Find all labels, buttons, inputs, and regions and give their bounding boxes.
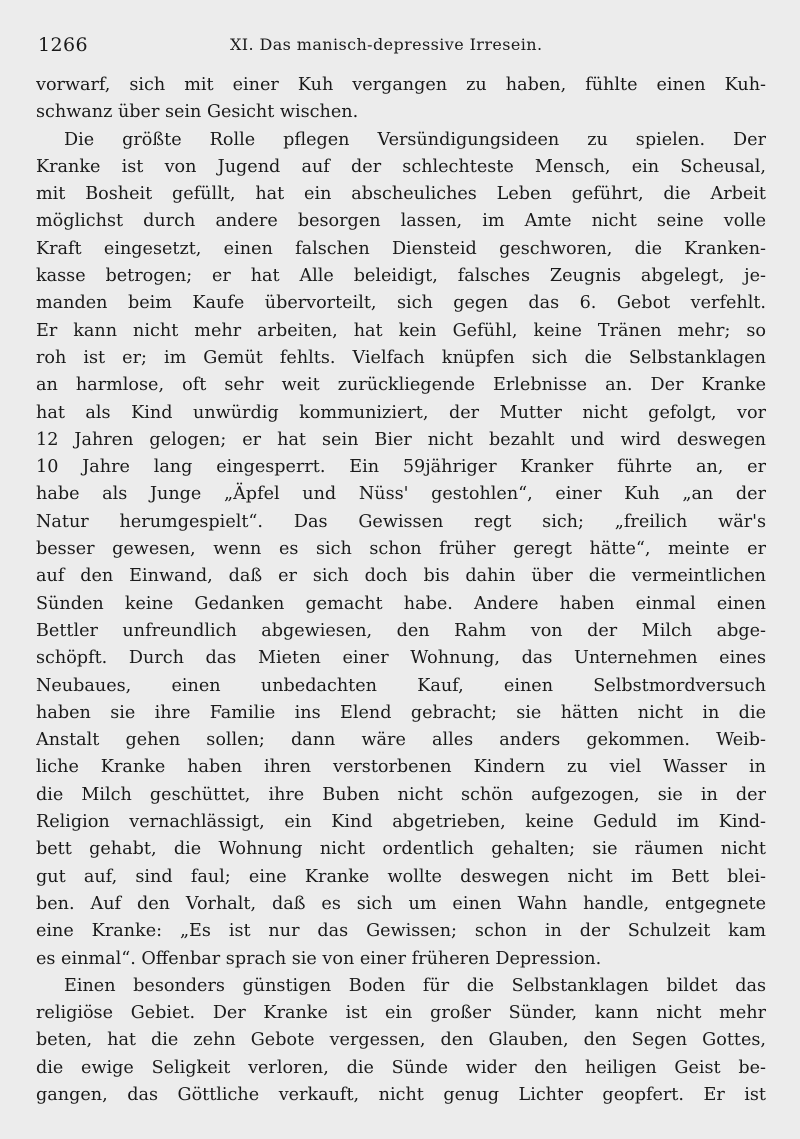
text-line: Kraft eingesetzt, einen falschen Diensteid geschworen, die Kranken- bbox=[36, 238, 766, 259]
text-line: ben. Auf den Vorhalt, daß es sich um einen Wahn handle, entgegnete bbox=[36, 893, 766, 914]
running-head bbox=[36, 34, 766, 62]
text-line: liche Kranke haben ihren verstorbenen Kindern zu viel Wasser in bbox=[36, 757, 766, 778]
text-line: Er kann nicht mehr arbeiten, hat kein Gefühl, keine Tränen mehr; so bbox=[36, 320, 766, 341]
text-line: gangen, das Göttliche verkauft, nicht genug Lichter geopfert. Er ist bbox=[36, 1084, 766, 1105]
text-line: Einen besonders günstigen Boden für die Selbstanklagen bildet das bbox=[64, 975, 766, 996]
text-line: roh ist er; im Gemüt fehlts. Vielfach knüpfen sich die Selbstanklagen bbox=[36, 347, 766, 368]
text-line: die ewige Seligkeit verloren, die Sünde wider den heiligen Geist be- bbox=[36, 1057, 766, 1078]
text-line: besser gewesen, wenn es sich schon früher geregt hätte“, meinte er bbox=[36, 539, 766, 560]
text-line: auf den Einwand, daß er sich doch bis dahin über die vermeintlichen bbox=[36, 566, 766, 587]
text-line: eine Kranke: „Es ist nur das Gewissen; schon in der Schulzeit kam bbox=[36, 921, 766, 942]
text-line: Anstalt gehen sollen; dann wäre alles anders gekommen. Weib- bbox=[36, 730, 766, 751]
text-line: möglichst durch andere besorgen lassen, im Amte nicht seine volle bbox=[36, 211, 766, 232]
text-line: Sünden keine Gedanken gemacht habe. Andere haben einmal einen bbox=[36, 593, 766, 614]
text-line: 12 Jahren gelogen; er hat sein Bier nicht bezahlt und wird deswegen bbox=[36, 429, 766, 450]
text-line: Kranke ist von Jugend auf der schlechteste Mensch, ein Scheusal, bbox=[36, 156, 766, 177]
text-line: gut auf, sind faul; eine Kranke wollte deswegen nicht im Bett blei- bbox=[36, 866, 766, 887]
text-line: kasse betrogen; er hat Alle beleidigt, falsches Zeugnis abgelegt, je- bbox=[36, 266, 766, 287]
text-line: Natur herumgespielt“. Das Gewissen regt sich; „freilich wär's bbox=[36, 511, 766, 532]
text-line: 10 Jahre lang eingesperrt. Ein 59jähriger Kranker führte an, er bbox=[36, 457, 766, 478]
page-number: 1266 bbox=[38, 34, 88, 56]
text-line: es einmal“. Offenbar sprach sie von einer früheren Depression. bbox=[36, 948, 602, 969]
text-line: religiöse Gebiet. Der Kranke ist ein großer Sünder, kann nicht mehr bbox=[36, 1003, 766, 1024]
text-line: Neubaues, einen unbedachten Kauf, einen Selbstmordversuch bbox=[36, 675, 766, 696]
text-line: vorwarf, sich mit einer Kuh vergangen zu haben, fühlte einen Kuh- bbox=[36, 75, 766, 95]
text-line: bett gehabt, die Wohnung nicht ordentlich gehalten; sie räumen nicht bbox=[36, 839, 766, 860]
chapter-title: XI. Das manisch-depressive Irresein. bbox=[230, 35, 543, 54]
text-line: habe als Junge „Äpfel und Nüss' gestohlen“, einer Kuh „an der bbox=[36, 484, 766, 505]
text-line: an harmlose, oft sehr weit zurückliegende Erlebnisse an. Der Kranke bbox=[36, 375, 766, 396]
text-line: haben sie ihre Familie ins Elend gebracht; sie hätten nicht in die bbox=[36, 702, 766, 723]
text-line: mit Bosheit gefüllt, hat ein abscheuliches Leben geführt, die Arbeit bbox=[36, 184, 766, 205]
text-line: die Milch geschüttet, ihre Buben nicht schön aufgezogen, sie in der bbox=[36, 784, 766, 805]
text-line: schwanz über sein Gesicht wischen. bbox=[36, 102, 359, 123]
text-line: Die größte Rolle pflegen Versündigungsideen zu spielen. Der bbox=[64, 129, 766, 150]
text-line: schöpft. Durch das Mieten einer Wohnung, das Unternehmen eines bbox=[36, 648, 766, 669]
text-line: Religion vernachlässigt, ein Kind abgetrieben, keine Geduld im Kind- bbox=[36, 812, 766, 833]
body-text bbox=[36, 72, 766, 1109]
text-line: beten, hat die zehn Gebote vergessen, den Glauben, den Segen Gottes, bbox=[36, 1030, 766, 1051]
text-line: hat als Kind unwürdig kommuniziert, der Mutter nicht gefolgt, vor bbox=[36, 402, 766, 423]
text-line: manden beim Kaufe übervorteilt, sich gegen das 6. Gebot verfehlt. bbox=[36, 293, 766, 314]
text-line: Bettler unfreundlich abgewiesen, den Rahm von der Milch abge- bbox=[36, 620, 766, 641]
